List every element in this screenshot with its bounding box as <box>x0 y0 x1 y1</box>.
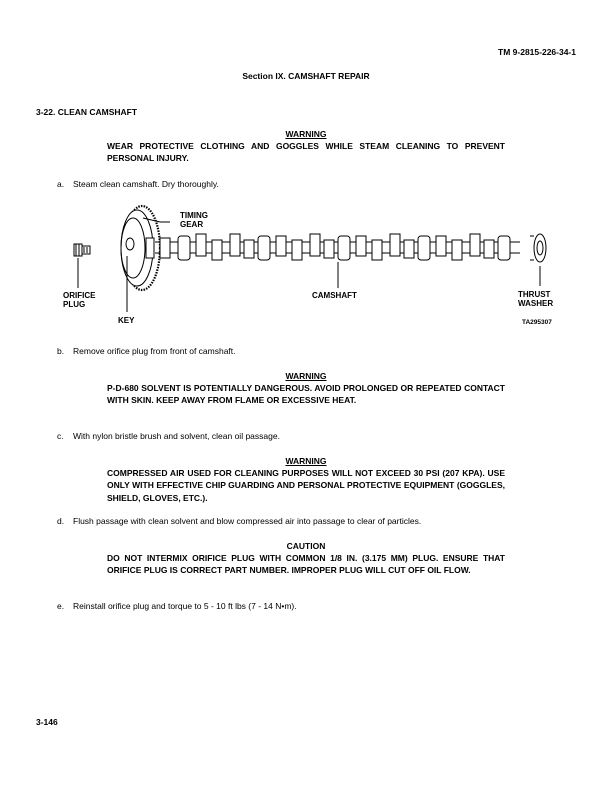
section-title: Section IX. CAMSHAFT REPAIR <box>242 71 370 81</box>
warning-heading: WARNING <box>285 129 327 139</box>
label-thrust: THRUST <box>518 290 551 299</box>
warning-steam-cleaning <box>107 128 505 165</box>
step-d <box>57 516 421 526</box>
warning-body: WEAR PROTECTIVE CLOTHING AND GOGGLES WHILE STEAM CLEANING TO PREVENT PERSONAL INJURY. <box>107 141 505 164</box>
step-text: Flush passage with clean solvent and blow compressed air into passage to clear of particles. <box>73 516 422 526</box>
label-timing: TIMING <box>180 211 208 220</box>
camshaft-body-drawing <box>155 234 520 260</box>
label-camshaft: CAMSHAFT <box>312 291 357 300</box>
step-letter: c. <box>57 431 64 441</box>
orifice-plug-drawing <box>74 244 90 256</box>
warning-body: P-D-680 SOLVENT IS POTENTIALLY DANGEROUS. AVOID PROLONGED OR REPEATED CONTACT WITH SKIN. KEEP AWAY FROM FLAME OR EXCESSIVE HEAT. <box>107 383 505 406</box>
warning-heading: WARNING <box>285 371 327 381</box>
step-c <box>57 431 280 441</box>
step-letter: e. <box>57 601 65 611</box>
step-letter: b. <box>57 346 65 356</box>
label-plug: PLUG <box>63 300 86 309</box>
camshaft-illustration <box>60 200 560 335</box>
caution-heading: CAUTION <box>286 541 326 551</box>
paragraph-title: 3-22. CLEAN CAMSHAFT <box>36 107 138 117</box>
page-number: 3-146 <box>36 717 58 727</box>
label-key: KEY <box>118 316 135 325</box>
step-e <box>57 601 297 611</box>
step-text: Reinstall orifice plug and torque to 5 - 10 ft lbs (7 - 14 N•m). <box>73 601 297 611</box>
warning-solvent <box>107 370 505 407</box>
label-orifice: ORIFICE <box>63 291 96 300</box>
warning-heading: WARNING <box>285 456 327 466</box>
label-gear: GEAR <box>180 220 204 229</box>
step-letter: d. <box>57 516 65 526</box>
step-text: Steam clean camshaft. Dry thoroughly. <box>73 179 219 189</box>
tm-number: TM 9-2815-226-34-1 <box>498 47 576 57</box>
caution-body: DO NOT INTERMIX ORIFICE PLUG WITH COMMON 1/8 IN. (3.175 MM) PLUG. ENSURE THAT ORIFICE PLUG IS CORRECT PART NUMBER. IMPROPER PLUG WILL CUT OFF OIL FLOW. <box>107 553 505 576</box>
figure-id: TA295307 <box>522 319 552 326</box>
warning-compressed-air <box>107 455 505 504</box>
step-letter: a. <box>57 179 65 189</box>
label-washer: WASHER <box>518 299 554 308</box>
caution-orifice-plug <box>107 540 505 577</box>
step-b <box>57 346 236 356</box>
step-a <box>57 179 219 189</box>
step-text: With nylon bristle brush and solvent, clean oil passage. <box>73 431 280 441</box>
warning-body: COMPRESSED AIR USED FOR CLEANING PURPOSES WILL NOT EXCEED 30 PSI (207 KPA). USE ONLY WITH EFFECTIVE CHIP GUARDING AND PERSONAL PROTECTIVE EQUIPMENT (GOGGLES, SHIELD, GLOVES, ETC.). <box>107 468 505 503</box>
thrust-washer-drawing <box>530 234 546 262</box>
step-text: Remove orifice plug from front of camshaft. <box>73 346 236 356</box>
